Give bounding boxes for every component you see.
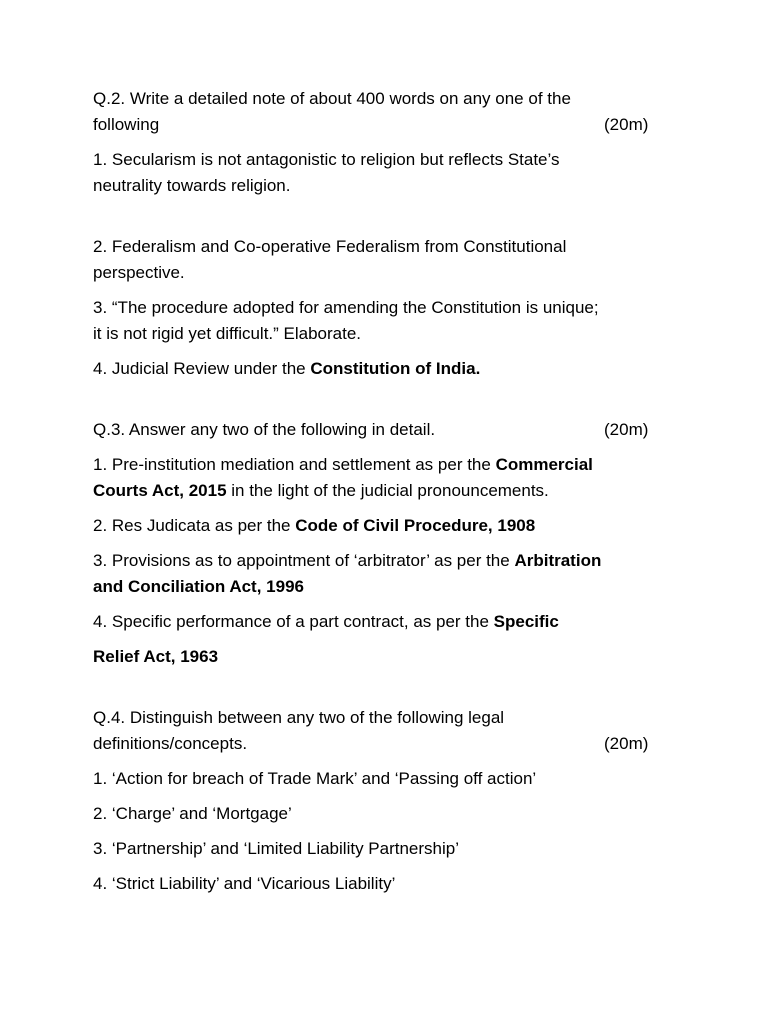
- q2-item3-line1: 3. “The procedure adopted for amending the Constitution is unique;: [93, 298, 599, 317]
- q2-item2-line2: perspective.: [93, 263, 185, 282]
- q2-heading-line1: Q.2. Write a detailed note of about 400 words on any one of the: [93, 89, 571, 108]
- q4-item2: 2. ‘Charge’ and ‘Mortgage’: [93, 804, 292, 823]
- q3-item3-bold1: Arbitration: [514, 551, 602, 570]
- q3-item3-bold2: and Conciliation Act, 1996: [93, 577, 304, 596]
- q3-item3-text: 3. Provisions as to appointment of ‘arbitrator’ as per the: [93, 551, 515, 570]
- question-3: [93, 417, 668, 670]
- q2-item3-line2: it is not rigid yet difficult.” Elaborate.: [93, 324, 362, 343]
- q3-item4-text: 4. Specific performance of a part contract, as per the: [93, 612, 494, 631]
- q3-item1-line1: [93, 452, 668, 478]
- q3-marks: (20m): [604, 420, 649, 439]
- document-page: [93, 86, 668, 897]
- q3-item1-text2: in the light of the judicial pronouncements.: [226, 481, 549, 500]
- q3-item2-bold: Code of Civil Procedure, 1908: [295, 516, 536, 535]
- q3-item2: [93, 513, 668, 539]
- q3-item1-bold2: Courts Act, 2015: [93, 481, 227, 500]
- q2-item2-line1: 2. Federalism and Co-operative Federalism from Constitutional: [93, 237, 567, 256]
- q2-heading-following: following: [93, 115, 160, 134]
- question-4: [93, 705, 668, 897]
- q3-item1-text: 1. Pre-institution mediation and settlement as per the: [93, 455, 496, 474]
- q3-item1-line2: [93, 478, 668, 504]
- question-2: [93, 86, 668, 382]
- q2-item4-bold: Constitution of India.: [310, 359, 481, 378]
- q4-item3: 3. ‘Partnership’ and ‘Limited Liability Partnership’: [93, 839, 459, 858]
- q3-item4-line2: [93, 644, 668, 670]
- q2-item1-line2: neutrality towards religion.: [93, 176, 291, 195]
- q3-item4-line1: [93, 609, 668, 635]
- q4-marks: (20m): [604, 734, 649, 753]
- q4-heading-line2: [93, 731, 668, 757]
- q3-item2-text: 2. Res Judicata as per the: [93, 516, 296, 535]
- q3-heading-line: [93, 417, 668, 443]
- q3-item4-bold2: Relief Act, 1963: [93, 647, 219, 666]
- q2-marks: (20m): [604, 115, 649, 134]
- q4-heading-definitions: definitions/concepts.: [93, 734, 248, 753]
- q4-item1: 1. ‘Action for breach of Trade Mark’ and ‘Passing off action’: [93, 769, 537, 788]
- q3-heading: Q.3. Answer any two of the following in detail.: [93, 420, 436, 439]
- q3-item3-line1: [93, 548, 668, 574]
- q4-item4: 4. ‘Strict Liability’ and ‘Vicarious Liability’: [93, 874, 396, 893]
- q2-item4-text: 4. Judicial Review under the: [93, 359, 311, 378]
- q2-heading-line2: [93, 112, 668, 138]
- q3-item1-bold1: Commercial: [495, 455, 593, 474]
- q2-item4: [93, 356, 668, 382]
- q3-item4-bold1: Specific: [493, 612, 559, 631]
- q3-item3-line2: [93, 574, 668, 600]
- q2-item1-line1: 1. Secularism is not antagonistic to religion but reflects State’s: [93, 150, 560, 169]
- q4-heading-line1: Q.4. Distinguish between any two of the following legal: [93, 708, 505, 727]
